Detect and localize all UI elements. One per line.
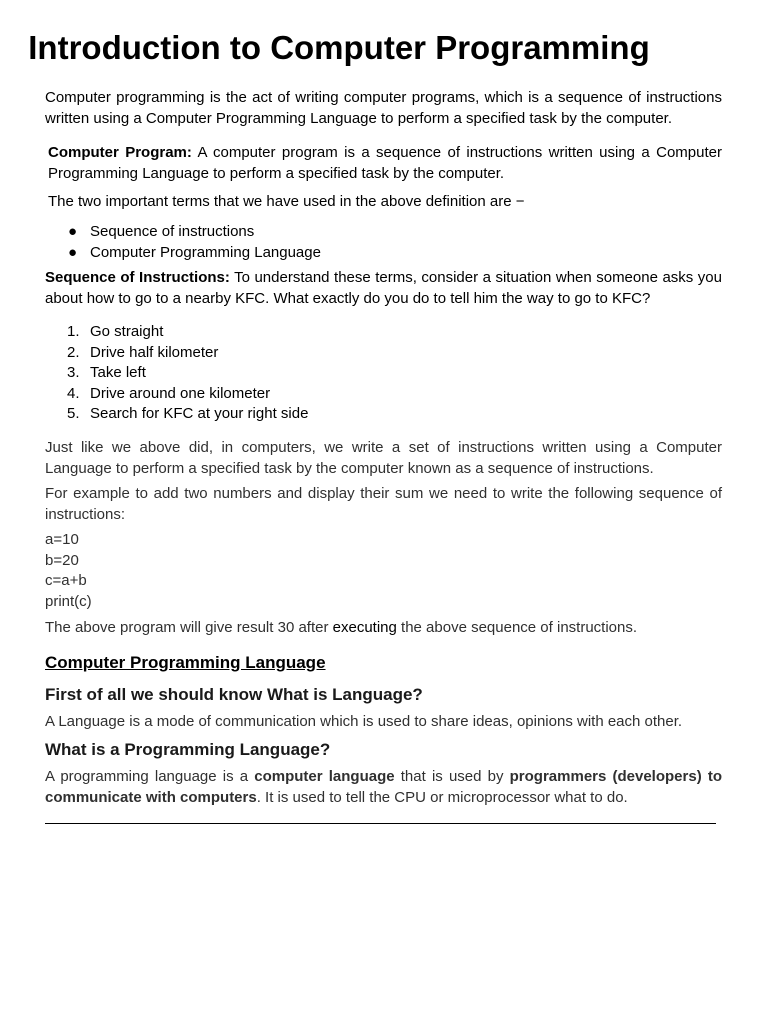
bullet-icon: ● <box>68 223 78 240</box>
code-block <box>45 530 722 612</box>
steps-list <box>45 322 722 425</box>
page-title: Introduction to Computer Programming <box>28 29 650 66</box>
code-line: a=10 <box>45 531 79 548</box>
definition-paragraph <box>48 143 722 184</box>
terms-intro-text: The two important terms that we have used in the above definition are − <box>48 193 525 210</box>
result-text-before: The above program will give result 30 after <box>45 619 333 636</box>
list-item <box>45 404 722 425</box>
step-text: Drive half kilometer <box>90 343 219 361</box>
section-heading: Computer Programming Language <box>45 653 326 672</box>
code-line: print(c) <box>45 592 92 610</box>
analogy-paragraph <box>45 438 722 479</box>
list-item <box>45 343 722 364</box>
list-item <box>45 222 722 243</box>
intro-text: Computer programming is the act of writing computer programs, which is a sequence of instructions written using a Computer Programming Language to perform a specified task by the computer. <box>45 89 722 127</box>
sequence-term: Sequence of Instructions: <box>45 269 230 286</box>
list-item <box>45 384 722 405</box>
prog-lang-heading-block <box>45 739 722 761</box>
bullet-icon: ● <box>68 243 78 261</box>
example-intro-paragraph <box>45 484 722 525</box>
step-text: Drive around one kilometer <box>90 384 271 402</box>
definition-text: A computer program is a sequence of instructions written using a Computer Programming Language to perform a specified task by the computer. <box>48 144 722 182</box>
code-line: c=a+b <box>45 572 87 589</box>
horizontal-rule <box>45 823 716 824</box>
list-item <box>45 243 722 264</box>
result-paragraph <box>45 618 722 639</box>
step-text: Search for KFC at your right side <box>90 405 309 422</box>
language-paragraph <box>45 712 722 733</box>
prog-lang-paragraph <box>45 767 722 808</box>
step-number: 2. <box>67 343 80 361</box>
prog-lang-bold-1: computer language <box>254 768 395 785</box>
prog-lang-heading: What is a Programming Language? <box>45 740 331 759</box>
intro-paragraph <box>45 88 722 129</box>
language-heading-block <box>45 684 722 706</box>
example-intro-text: For example to add two numbers and display their sum we need to write the following sequence of instructions: <box>45 485 722 523</box>
step-number: 5. <box>67 405 80 422</box>
prog-lang-text-1: A programming language is a <box>45 768 255 785</box>
step-number: 4. <box>67 384 80 402</box>
list-item <box>45 363 722 384</box>
sequence-paragraph <box>45 268 722 309</box>
terms-intro-paragraph <box>48 192 725 213</box>
step-number: 3. <box>67 364 80 381</box>
language-text: A Language is a mode of communication which is used to share ideas, opinions with each other. <box>45 713 683 730</box>
prog-lang-text-3: . It is used to tell the CPU or microprocessor what to do. <box>256 788 628 806</box>
list-item <box>45 322 722 343</box>
sequence-text: To understand these terms, consider a situation when someone asks you about how to go to a nearby KFC. What exactly do you do to tell him the way to go to KFC? <box>45 269 722 307</box>
definition-term: Computer Program: <box>48 144 192 161</box>
prog-lang-text-2: that is used by <box>394 768 510 785</box>
terms-list <box>45 222 722 263</box>
code-line: b=20 <box>45 551 79 569</box>
list-item-text: Computer Programming Language <box>90 243 321 261</box>
list-item-text: Sequence of instructions <box>90 223 255 240</box>
step-text: Go straight <box>90 323 164 340</box>
prog-lang-bold-2: programmers (developers) to communicate with computers <box>45 768 723 806</box>
result-text-after: the above sequence of instructions. <box>396 619 638 636</box>
analogy-text: Just like we above did, in computers, we write a set of instructions written using a Computer Language to perform a specified task by the computer known as a sequence of instructions. <box>45 439 722 477</box>
section-heading-block <box>45 652 722 674</box>
language-heading: First of all we should know What is Language? <box>45 685 423 704</box>
result-emphasis: executing <box>332 619 397 636</box>
step-number: 1. <box>67 323 80 340</box>
step-text: Take left <box>90 364 146 381</box>
